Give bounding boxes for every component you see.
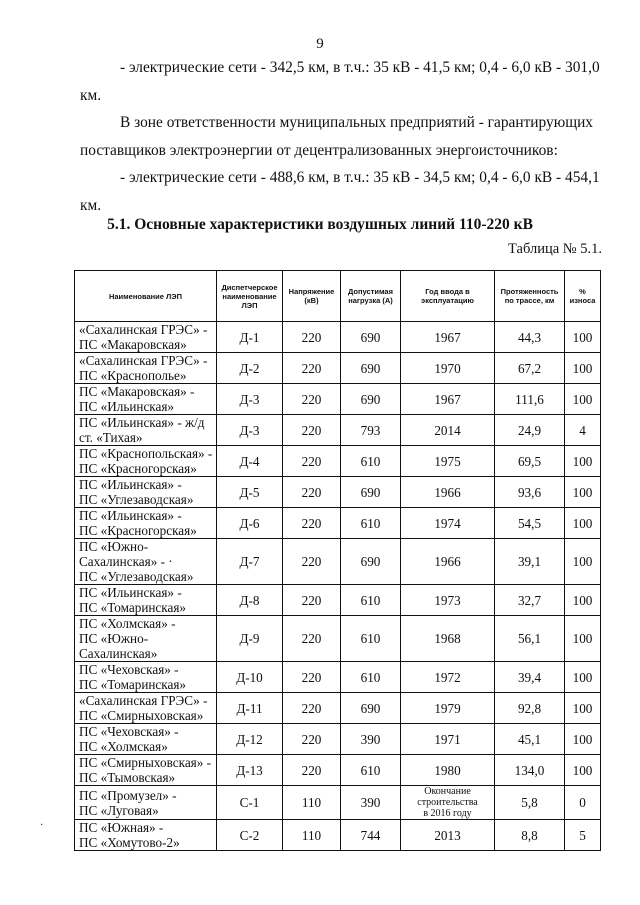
cell-length: 24,9 bbox=[495, 415, 565, 446]
cell-length: 54,5 bbox=[495, 508, 565, 539]
cell-voltage: 220 bbox=[283, 724, 341, 755]
cell-allowed-load: 690 bbox=[341, 477, 401, 508]
line-name-part: ПС «Тымовская» bbox=[79, 770, 176, 785]
cell-dispatch-name: С-1 bbox=[217, 786, 283, 820]
cell-allowed-load: 610 bbox=[341, 585, 401, 616]
table-row bbox=[75, 477, 601, 508]
cell-commission-year: 1973 bbox=[401, 585, 495, 616]
line-name-part: ПС «Чеховская» - bbox=[79, 724, 179, 739]
cell-length: 44,3 bbox=[495, 322, 565, 353]
cell-wear-percent: 0 bbox=[565, 786, 601, 820]
cell-line-name bbox=[75, 755, 217, 786]
cell-dispatch-name: Д-9 bbox=[217, 616, 283, 662]
cell-dispatch-name: Д-4 bbox=[217, 446, 283, 477]
cell-line-name bbox=[75, 322, 217, 353]
cell-length: 67,2 bbox=[495, 353, 565, 384]
cell-wear-percent: 100 bbox=[565, 585, 601, 616]
cell-line-name bbox=[75, 353, 217, 384]
cell-length: 45,1 bbox=[495, 724, 565, 755]
cell-allowed-load: 390 bbox=[341, 724, 401, 755]
cell-allowed-load: 690 bbox=[341, 353, 401, 384]
table-row bbox=[75, 384, 601, 415]
cell-dispatch-name: Д-1 bbox=[217, 322, 283, 353]
table-row bbox=[75, 539, 601, 585]
paragraph-networks-1: - электрические сети - 342,5 км, в т.ч.: 35 кВ - 41,5 км; 0,4 - 6,0 кВ - 301,0 км. bbox=[80, 59, 600, 104]
cell-voltage: 220 bbox=[283, 662, 341, 693]
section-heading: 5.1. Основные характеристики воздушных линий 110-220 кВ bbox=[107, 216, 533, 233]
cell-dispatch-name: Д-3 bbox=[217, 384, 283, 415]
cell-commission-year: 2013 bbox=[401, 820, 495, 851]
cell-wear-percent: 100 bbox=[565, 724, 601, 755]
line-name-part: ПС «Углезаводская» bbox=[79, 569, 194, 584]
line-name-part: ст. «Тихая» bbox=[79, 430, 143, 445]
line-name-part: ПС «Южная» - bbox=[79, 820, 164, 835]
line-name-part: ПС «Луговая» bbox=[79, 802, 159, 818]
cell-dispatch-name: Д-13 bbox=[217, 755, 283, 786]
header-voltage: Напряжение (кВ) bbox=[283, 271, 341, 322]
table-row bbox=[75, 820, 601, 851]
page-number: 9 bbox=[316, 36, 324, 52]
cell-line-name bbox=[75, 693, 217, 724]
cell-voltage: 220 bbox=[283, 415, 341, 446]
cell-allowed-load: 610 bbox=[341, 616, 401, 662]
cell-commission-year: 1980 bbox=[401, 755, 495, 786]
table-row bbox=[75, 446, 601, 477]
table-row bbox=[75, 322, 601, 353]
table-row bbox=[75, 786, 601, 820]
cell-dispatch-name: Д-2 bbox=[217, 353, 283, 384]
cell-length: 32,7 bbox=[495, 585, 565, 616]
cell-length: 39,1 bbox=[495, 539, 565, 585]
line-name-part: ПС «Углезаводская» bbox=[79, 492, 194, 507]
cell-commission-year: 1968 bbox=[401, 616, 495, 662]
cell-wear-percent: 100 bbox=[565, 539, 601, 585]
commission-note-part: в 2016 году bbox=[423, 808, 472, 819]
line-name-part: ПС «Красногорская» bbox=[79, 461, 197, 476]
cell-length: 56,1 bbox=[495, 616, 565, 662]
cell-voltage: 220 bbox=[283, 693, 341, 724]
cell-line-name bbox=[75, 384, 217, 415]
cell-wear-percent: 100 bbox=[565, 616, 601, 662]
paragraph-networks-2: - электрические сети - 488,6 км, в т.ч.: 35 кВ - 34,5 км; 0,4 - 6,0 кВ - 454,1 км. bbox=[80, 169, 600, 214]
cell-commission-year: 1966 bbox=[401, 477, 495, 508]
line-name-part: ПС «Южно- bbox=[79, 539, 149, 554]
cell-line-name bbox=[75, 662, 217, 693]
line-name-part: ПС «Холмская» - bbox=[79, 616, 176, 631]
cell-voltage: 220 bbox=[283, 616, 341, 662]
cell-allowed-load: 690 bbox=[341, 539, 401, 585]
cell-dispatch-name: Д-5 bbox=[217, 477, 283, 508]
cell-commission-year: 2014 bbox=[401, 415, 495, 446]
line-name-part: Сахалинская» bbox=[79, 646, 158, 661]
cell-voltage: 220 bbox=[283, 353, 341, 384]
cell-line-name bbox=[75, 539, 217, 585]
line-name-part: ПС «Ильинская» - bbox=[79, 477, 182, 492]
cell-allowed-load: 793 bbox=[341, 415, 401, 446]
line-name-part: ПС «Томаринская» bbox=[79, 600, 187, 615]
line-name-part: ПС «Макаровская» - bbox=[79, 384, 195, 399]
cell-wear-percent: 100 bbox=[565, 477, 601, 508]
table-row bbox=[75, 508, 601, 539]
table-row bbox=[75, 616, 601, 662]
header-length: Протяженность по трассе, км bbox=[495, 271, 565, 322]
cell-line-name bbox=[75, 508, 217, 539]
cell-line-name bbox=[75, 820, 217, 851]
cell-commission-year: 1967 bbox=[401, 384, 495, 415]
cell-wear-percent: 100 bbox=[565, 755, 601, 786]
cell-allowed-load: 610 bbox=[341, 755, 401, 786]
cell-wear-percent: 100 bbox=[565, 322, 601, 353]
cell-voltage: 110 bbox=[283, 786, 341, 820]
cell-length: 69,5 bbox=[495, 446, 565, 477]
line-name-part: ПС «Красногорская» bbox=[79, 523, 197, 538]
cell-dispatch-name: Д-6 bbox=[217, 508, 283, 539]
line-name-part: ПС «Томаринская» bbox=[79, 677, 187, 692]
cell-commission-year: 1967 bbox=[401, 322, 495, 353]
cell-dispatch-name: Д-12 bbox=[217, 724, 283, 755]
header-line-name: Наименование ЛЭП bbox=[75, 271, 217, 322]
cell-wear-percent: 100 bbox=[565, 384, 601, 415]
cell-commission-year: 1966 bbox=[401, 539, 495, 585]
cell-wear-percent: 100 bbox=[565, 693, 601, 724]
line-name-part: ПС «Чеховская» - bbox=[79, 662, 179, 677]
line-name-part: ПС «Промузел» - bbox=[79, 787, 177, 803]
cell-length: 134,0 bbox=[495, 755, 565, 786]
cell-allowed-load: 610 bbox=[341, 662, 401, 693]
cell-dispatch-name: Д-10 bbox=[217, 662, 283, 693]
cell-length: 8,8 bbox=[495, 820, 565, 851]
cell-line-name bbox=[75, 724, 217, 755]
line-name-part: ПС «Холмская» bbox=[79, 739, 168, 754]
cell-dispatch-name: Д-3 bbox=[217, 415, 283, 446]
line-name-part: «Сахалинская ГРЭС» - bbox=[79, 693, 208, 708]
cell-wear-percent: 100 bbox=[565, 353, 601, 384]
cell-dispatch-name: Д-11 bbox=[217, 693, 283, 724]
cell-line-name bbox=[75, 477, 217, 508]
table-row bbox=[75, 662, 601, 693]
line-name-part: ПС «Ильинская» - ж/д bbox=[79, 415, 205, 430]
cell-commission-year: 1975 bbox=[401, 446, 495, 477]
line-name-part: ПС «Макаровская» bbox=[79, 337, 187, 352]
cell-commission-year: 1971 bbox=[401, 724, 495, 755]
line-name-part: ПС «Южно- bbox=[79, 631, 149, 646]
cell-voltage: 220 bbox=[283, 539, 341, 585]
cell-commission-year: 1974 bbox=[401, 508, 495, 539]
cell-allowed-load: 610 bbox=[341, 446, 401, 477]
cell-voltage: 220 bbox=[283, 384, 341, 415]
table-row bbox=[75, 724, 601, 755]
cell-allowed-load: 690 bbox=[341, 384, 401, 415]
line-name-part: ПС «Хомутово-2» bbox=[79, 835, 180, 850]
cell-length: 93,6 bbox=[495, 477, 565, 508]
cell-allowed-load: 744 bbox=[341, 820, 401, 851]
cell-voltage: 220 bbox=[283, 508, 341, 539]
table-row bbox=[75, 585, 601, 616]
cell-allowed-load: 390 bbox=[341, 786, 401, 820]
cell-line-name bbox=[75, 415, 217, 446]
line-name-part: ПС «Ильинская» - bbox=[79, 585, 182, 600]
header-wear-percent: % износа bbox=[565, 271, 601, 322]
cell-allowed-load: 690 bbox=[341, 693, 401, 724]
cell-length: 92,8 bbox=[495, 693, 565, 724]
commission-note-part: Окончание bbox=[424, 786, 471, 797]
cell-length: 39,4 bbox=[495, 662, 565, 693]
cell-line-name bbox=[75, 585, 217, 616]
cell-dispatch-name: Д-7 bbox=[217, 539, 283, 585]
cell-line-name bbox=[75, 446, 217, 477]
header-allowed-load: Допустимая нагрузка (А) bbox=[341, 271, 401, 322]
cell-voltage: 220 bbox=[283, 585, 341, 616]
line-name-part: «Сахалинская ГРЭС» - bbox=[79, 322, 208, 337]
cell-wear-percent: 100 bbox=[565, 446, 601, 477]
line-name-part: «Сахалинская ГРЭС» - bbox=[79, 353, 208, 368]
cell-wear-percent: 5 bbox=[565, 820, 601, 851]
commission-note-part: строительства bbox=[417, 797, 478, 808]
cell-line-name bbox=[75, 616, 217, 662]
paragraph-municipal-zone: В зоне ответственности муниципальных предприятий - гарантирующих поставщиков электроэнергии от децентрализованных энергоисточников: bbox=[80, 114, 594, 159]
line-name-part: ПС «Краснопольская» - bbox=[79, 446, 213, 461]
cell-allowed-load: 690 bbox=[341, 322, 401, 353]
line-name-part: Сахалинская» - · bbox=[79, 554, 173, 569]
cell-commission-year: 1979 bbox=[401, 693, 495, 724]
margin-dot: · bbox=[40, 820, 44, 831]
header-dispatch-name: Диспетчерское наименование ЛЭП bbox=[217, 271, 283, 322]
table-row bbox=[75, 353, 601, 384]
header-commission-year: Год ввода в эксплуатацию bbox=[401, 271, 495, 322]
line-name-part: ПС «Смирныховская» bbox=[79, 708, 204, 723]
line-name-part: ПС «Ильинская» - bbox=[79, 508, 182, 523]
cell-voltage: 220 bbox=[283, 322, 341, 353]
cell-dispatch-name: Д-8 bbox=[217, 585, 283, 616]
power-lines-table bbox=[74, 270, 601, 851]
table-row bbox=[75, 415, 601, 446]
table-row bbox=[75, 755, 601, 786]
cell-wear-percent: 100 bbox=[565, 508, 601, 539]
line-name-part: ПС «Краснополье» bbox=[79, 368, 187, 383]
table-header-row bbox=[75, 271, 601, 322]
line-name-part: ПС «Смирныховская» - bbox=[79, 755, 212, 770]
cell-voltage: 110 bbox=[283, 820, 341, 851]
table-label: Таблица № 5.1. bbox=[508, 241, 602, 257]
cell-wear-percent: 4 bbox=[565, 415, 601, 446]
line-name-part: ПС «Ильинская» bbox=[79, 399, 175, 414]
cell-wear-percent: 100 bbox=[565, 662, 601, 693]
cell-allowed-load: 610 bbox=[341, 508, 401, 539]
cell-commission-year: 1972 bbox=[401, 662, 495, 693]
cell-voltage: 220 bbox=[283, 446, 341, 477]
cell-length: 5,8 bbox=[495, 786, 565, 820]
cell-voltage: 220 bbox=[283, 755, 341, 786]
cell-length: 111,6 bbox=[495, 384, 565, 415]
table-row bbox=[75, 693, 601, 724]
table-body bbox=[75, 322, 601, 851]
cell-voltage: 220 bbox=[283, 477, 341, 508]
cell-commission-year bbox=[401, 786, 495, 820]
cell-commission-year: 1970 bbox=[401, 353, 495, 384]
cell-dispatch-name: С-2 bbox=[217, 820, 283, 851]
cell-line-name bbox=[75, 786, 217, 820]
